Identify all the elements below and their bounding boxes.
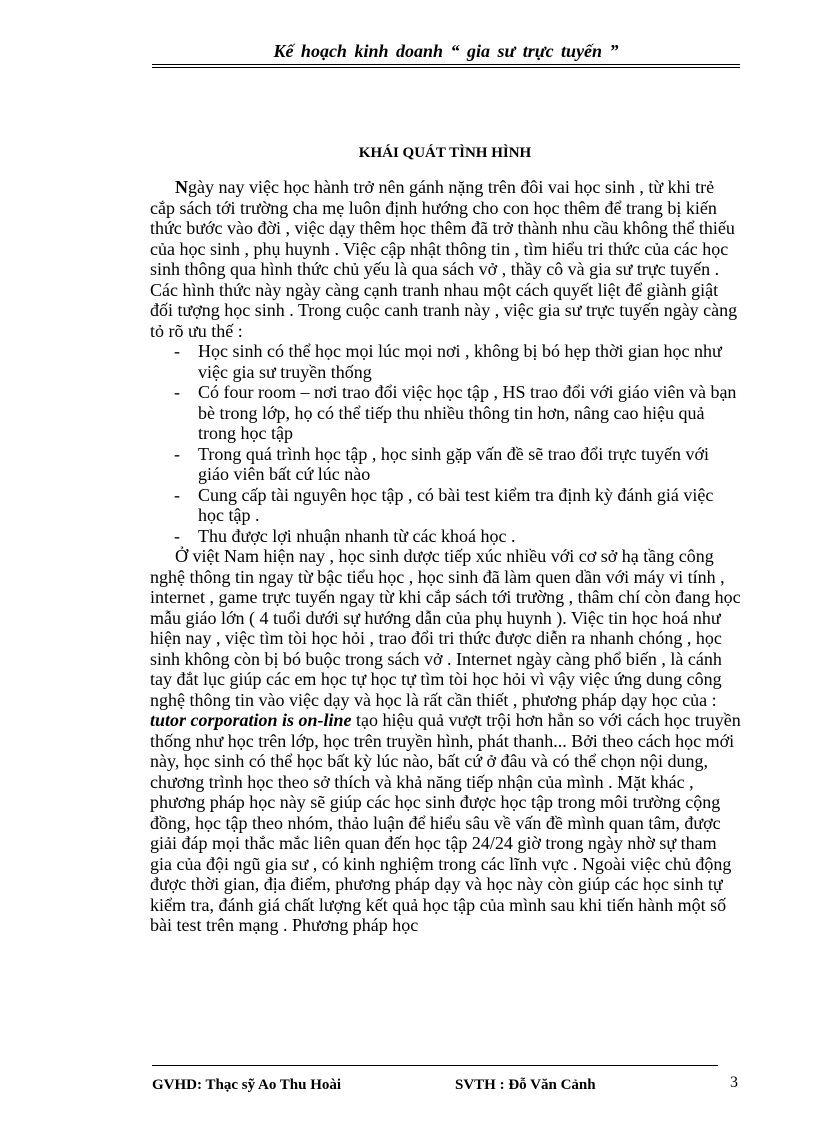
section-title: KHÁI QUÁT TÌNH HÌNH — [358, 145, 532, 161]
paragraph-text-part2: tạo hiệu quả vượt trội hơn hẳn so với cách học truyền thống như học trên lớp, học trên truyền hình, phát thanh... Bởi theo cách học mới này, học sinh có thể học bất kỳ lúc nào, bất cứ ở đâu và có thể chọn nội dung, chương trình học theo sở thích và khả năng tiếp nhận của mình . Mặt khác , phương pháp học này sẽ giúp các học sinh được học tập trong môi trường cộng đồng, học tập theo nhóm, thảo luận để hiểu sâu về vấn đề mình quan tâm, được giải đáp mọi thắc mắc liên quan đến học tập 24/24 giờ trong ngày nhờ sự tham gia của đội ngũ gia sư , có kinh nghiệm trong các lĩnh vực . Ngoài việc chủ động được thời gian, địa điểm, phương pháp dạy và học này còn giúp các học sinh tự kiểm tra, đánh giá chất lượng kết quả học tập của mình sau khi tiến hành một số bài test trên mạng . Phương pháp học — [150, 710, 741, 935]
list-dash: - — [174, 484, 180, 505]
list-item-text: Có four room – nơi trao đổi việc học tập , HS trao đổi với giáo viên và bạn bè trong lớp, họ có thể tiếp thu nhiều thông tin hơn, nâng cao hiệu quả trong học tập — [198, 382, 737, 443]
intro-paragraph — [150, 177, 742, 341]
page-number: 3 — [730, 1074, 738, 1091]
advantages-list — [150, 341, 742, 546]
page-header-title: Kế hoạch kinh doanh “ gia sư trực tuyến ” — [273, 41, 619, 61]
list-item-text: Thu được lợi nhuận nhanh từ các khoá học . — [198, 525, 516, 546]
list-item — [150, 382, 742, 444]
list-dash: - — [174, 525, 180, 546]
list-dash: - — [174, 443, 180, 464]
intro-text: gày nay việc học hành trở nên gánh nặng trên đôi vai học sinh , từ khi trẻ cắp sách tới trường cha mẹ luôn định hướng cho con học thêm để trang bị kiến thức bước vào đời , việc dạy thêm học thêm đã trở thành nhu cầu không thể thiếu của học sinh , phụ huynh . Việc cập nhật thông tin , tìm hiểu tri thức của các học sinh thông qua hình thức chủ yếu là qua sách vở , thầy cô và gia sư trực tuyến . Các hình thức này ngày càng cạnh tranh nhau một cách quyết liệt để giành giật đối tượng học sinh . Trong cuộc canh tranh này , việc gia sư trực tuyến ngày càng tỏ rõ ưu thế : — [150, 177, 738, 341]
list-item-text: Học sinh có thể học mọi lúc mọi nơi , không bị bó hẹp thời gian học như việc gia sư truyền thống — [198, 341, 722, 382]
list-item-text: Trong quá trình học tập , học sinh gặp vấn đề sẽ trao đổi trực tuyến với giáo viên bất cứ lúc nào — [198, 443, 710, 484]
list-item — [150, 341, 742, 382]
document-body — [150, 177, 742, 936]
list-item — [150, 444, 742, 485]
list-item — [150, 526, 742, 547]
footer-rule — [152, 1065, 718, 1066]
paragraph-text-part1: Ở việt Nam hiện nay , học sinh dược tiếp xúc nhiều với cơ sở hạ tầng công nghệ thông tin ngay từ bậc tiểu học , học sinh đã làm quen dần với máy vi tính , internet , game trực tuyến ngay từ khi cắp sách tới trường , thâm chí còn đang học mẫu giáo lớn ( 4 tuổi dưới sự hướng dẫn của phụ huynh ). Việc tin học hoá như hiện nay , việc tìm tòi học hỏi , trao đổi tri thức được diễn ra nhanh chóng , học sinh không còn bị bó buộc trong sách vở . Internet ngày càng phổ biến , là cánh tay đắt lục giúp các em học tự học tự tìm tòi học hỏi vì vậy việc ứng dung công nghệ thông tin vào việc dạy và học là rất cần thiết , phương pháp dạy học của : — [150, 546, 741, 710]
footer-advisor: GVHD: Thạc sỹ Ao Thu Hoài — [152, 1077, 342, 1093]
list-item — [150, 485, 742, 526]
vietnam-context-paragraph — [150, 546, 742, 936]
header-rule — [152, 64, 740, 68]
intro-first-letter: N — [175, 177, 188, 197]
list-dash: - — [174, 382, 180, 402]
emphasis-text: tutor corporation is on-line — [150, 710, 352, 730]
footer-student: SVTH : Đỗ Văn Cảnh — [455, 1077, 596, 1093]
list-item-text: Cung cấp tài nguyên học tập , có bài test kiểm tra định kỳ đánh giá việc học tập . — [198, 484, 714, 525]
list-dash: - — [174, 341, 180, 361]
